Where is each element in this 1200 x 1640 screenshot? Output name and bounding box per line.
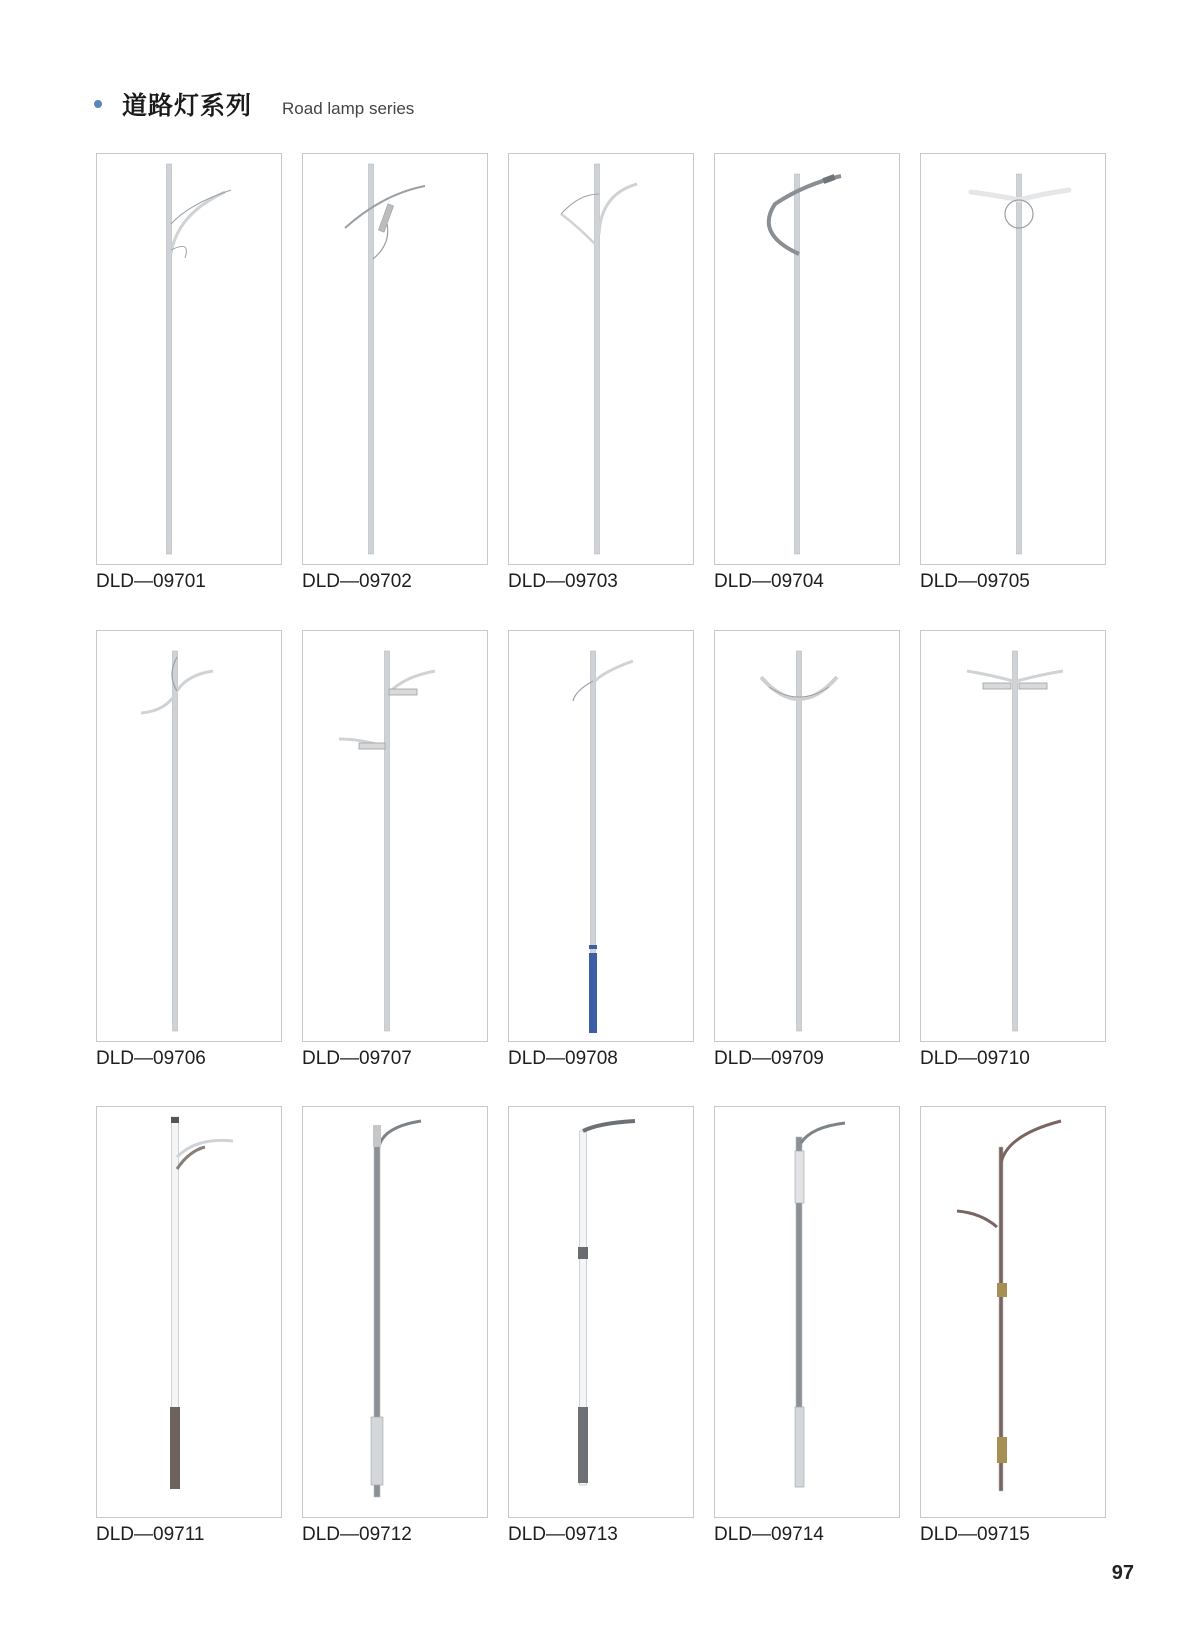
street-lamp-icon	[97, 154, 282, 565]
series-title-chinese: 道路灯系列	[122, 91, 253, 120]
page-header	[94, 86, 414, 122]
product-image-frame	[302, 1106, 488, 1518]
product-code: DLD—09704	[714, 571, 824, 592]
product-code: DLD—09712	[302, 1524, 412, 1545]
street-lamp-icon	[921, 1107, 1106, 1518]
product-code: DLD—09711	[96, 1524, 205, 1545]
street-lamp-icon	[97, 1107, 282, 1518]
street-lamp-icon	[509, 631, 694, 1042]
product-image-frame	[714, 630, 900, 1042]
street-lamp-icon	[509, 1107, 694, 1518]
product-code: DLD—09705	[920, 571, 1030, 592]
page-number: 97	[1111, 1562, 1134, 1584]
product-image-frame	[302, 630, 488, 1042]
street-lamp-icon	[715, 154, 900, 565]
product-code: DLD—09714	[714, 1524, 824, 1545]
product-image-frame	[96, 1106, 282, 1518]
street-lamp-icon	[97, 631, 282, 1042]
street-lamp-icon	[921, 154, 1106, 565]
product-code: DLD—09713	[508, 1524, 618, 1545]
street-lamp-icon	[509, 154, 694, 565]
bullet-dot-icon	[94, 100, 102, 108]
product-code: DLD—09702	[302, 571, 412, 592]
product-image-frame	[96, 153, 282, 565]
street-lamp-icon	[303, 1107, 488, 1518]
street-lamp-icon	[921, 631, 1106, 1042]
product-code: DLD—09706	[96, 1048, 206, 1069]
product-code: DLD—09715	[920, 1524, 1030, 1545]
product-code: DLD—09709	[714, 1048, 824, 1069]
street-lamp-icon	[715, 1107, 900, 1518]
product-image-frame	[920, 630, 1106, 1042]
product-image-frame	[714, 1106, 900, 1518]
product-code: DLD—09707	[302, 1048, 412, 1069]
street-lamp-icon	[303, 154, 488, 565]
street-lamp-icon	[303, 631, 488, 1042]
street-lamp-icon	[715, 631, 900, 1042]
product-image-frame	[920, 153, 1106, 565]
product-image-frame	[508, 153, 694, 565]
product-code: DLD—09708	[508, 1048, 618, 1069]
product-image-frame	[302, 153, 488, 565]
product-code: DLD—09703	[508, 571, 618, 592]
product-image-frame	[714, 153, 900, 565]
product-code: DLD—09701	[96, 571, 206, 592]
product-image-frame	[920, 1106, 1106, 1518]
product-image-frame	[508, 1106, 694, 1518]
product-image-frame	[96, 630, 282, 1042]
product-image-frame	[508, 630, 694, 1042]
product-code: DLD—09710	[920, 1048, 1030, 1069]
series-title-english: Road lamp series	[282, 99, 415, 118]
